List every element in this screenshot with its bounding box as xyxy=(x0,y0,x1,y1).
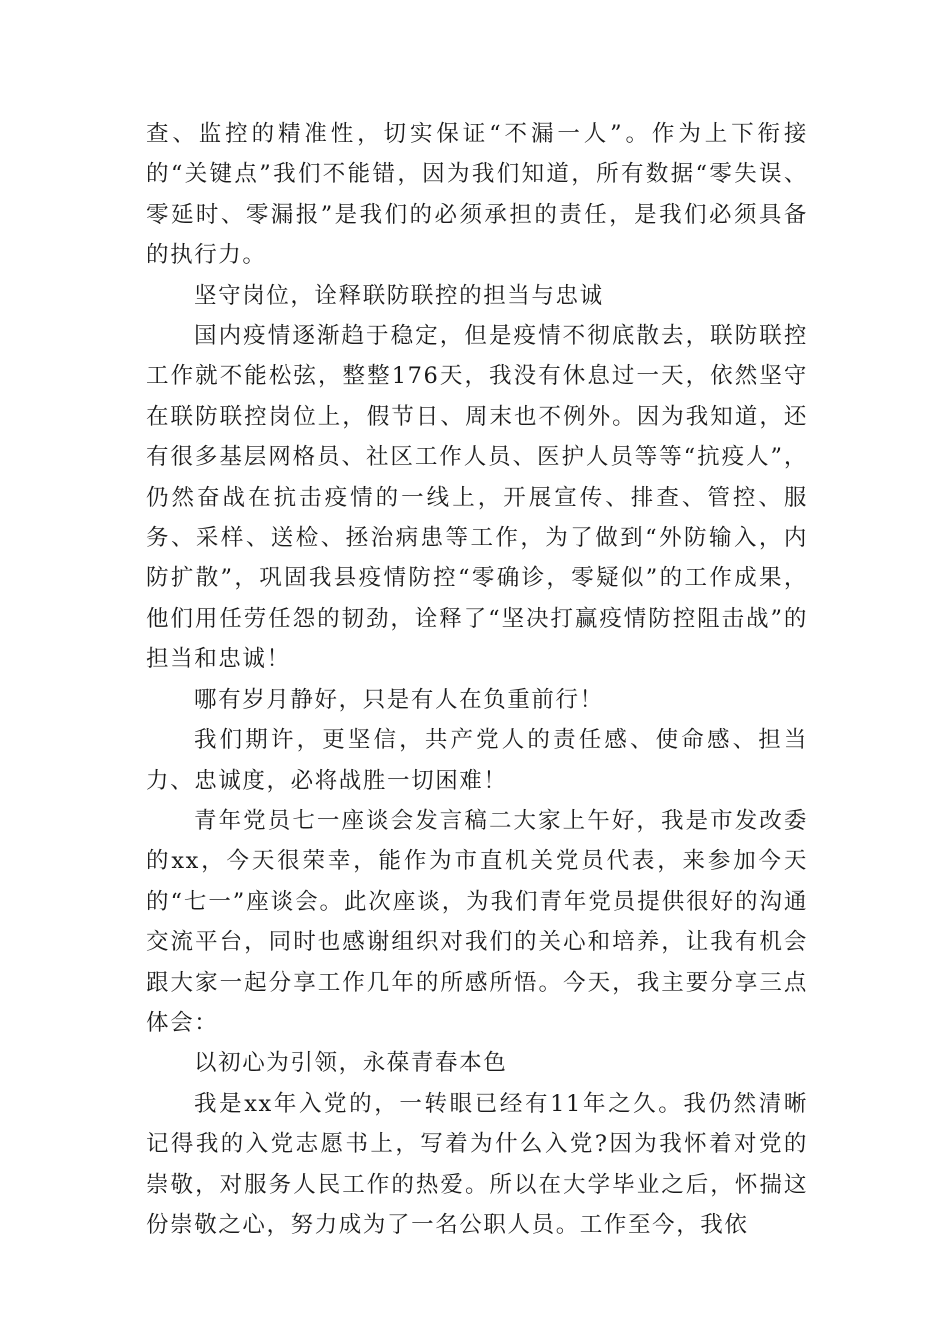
section-heading-2: 以初心为引领，永葆青春本色 xyxy=(194,1050,508,1077)
section-heading-1: 坚守岗位，诠释联防联控的担当与忠诚 xyxy=(194,282,604,309)
paragraph-5: 青年党员七一座谈会发言稿二大家上午好，我是市发改委的xx，今天很荣幸，能作为市直机关党员代表，来参加今天的“七一”座谈会。此次座谈，为我们青年党员提供很好的沟通交流平台，同时也感谢组织对我们的关心和培养，让我有机会跟大家一起分享工作几年的所感所悟。今天，我主要分享三点体会： xyxy=(146,807,808,1036)
paragraph-3: 哪有岁月静好，只是有人在负重前行！ xyxy=(194,686,604,713)
paragraph-6: 我是xx年入党的，一转眼已经有11年之久。我仍然清晰记得我的入党志愿书上，写着为什么入党?因为我怀着对党的崇敬，对服务人民工作的热爱。所以在大学毕业之后，怀揣这份崇敬之心，努力成为了一名公职人员。工作至今，我依 xyxy=(146,1090,808,1238)
paragraph-2: 国内疫情逐渐趋于稳定，但是疫情不彻底散去，联防联控工作就不能松弦，整整176天，我没有休息过一天，依然坚守在联防联控岗位上，假节日、周末也不例外。因为我知道，还有很多基层网格员、社区工作人员、医护人员等等“抗疫人”，仍然奋战在抗击疫情的一线上，开展宣传、排查、管控、服务、采样、送检、拯治病患等工作，为了做到“外防输入，内防扩散”，巩固我县疫情防控“零确诊，零疑似”的工作成果，他们用任劳任怨的韧劲，诠释了“坚决打赢疫情防控阻击战”的担当和忠诚！ xyxy=(146,323,808,673)
document-body xyxy=(146,114,808,1245)
paragraph-1: 查、监控的精准性，切实保证“不漏一人”。作为上下衔接的“关键点”我们不能错，因为我们知道，所有数据“零失误、零延时、零漏报”是我们的必须承担的责任，是我们必须具备的执行力。 xyxy=(146,121,808,269)
paragraph-4: 我们期许，更坚信，共产党人的责任感、使命感、担当力、忠诚度，必将战胜一切困难！ xyxy=(146,727,808,794)
